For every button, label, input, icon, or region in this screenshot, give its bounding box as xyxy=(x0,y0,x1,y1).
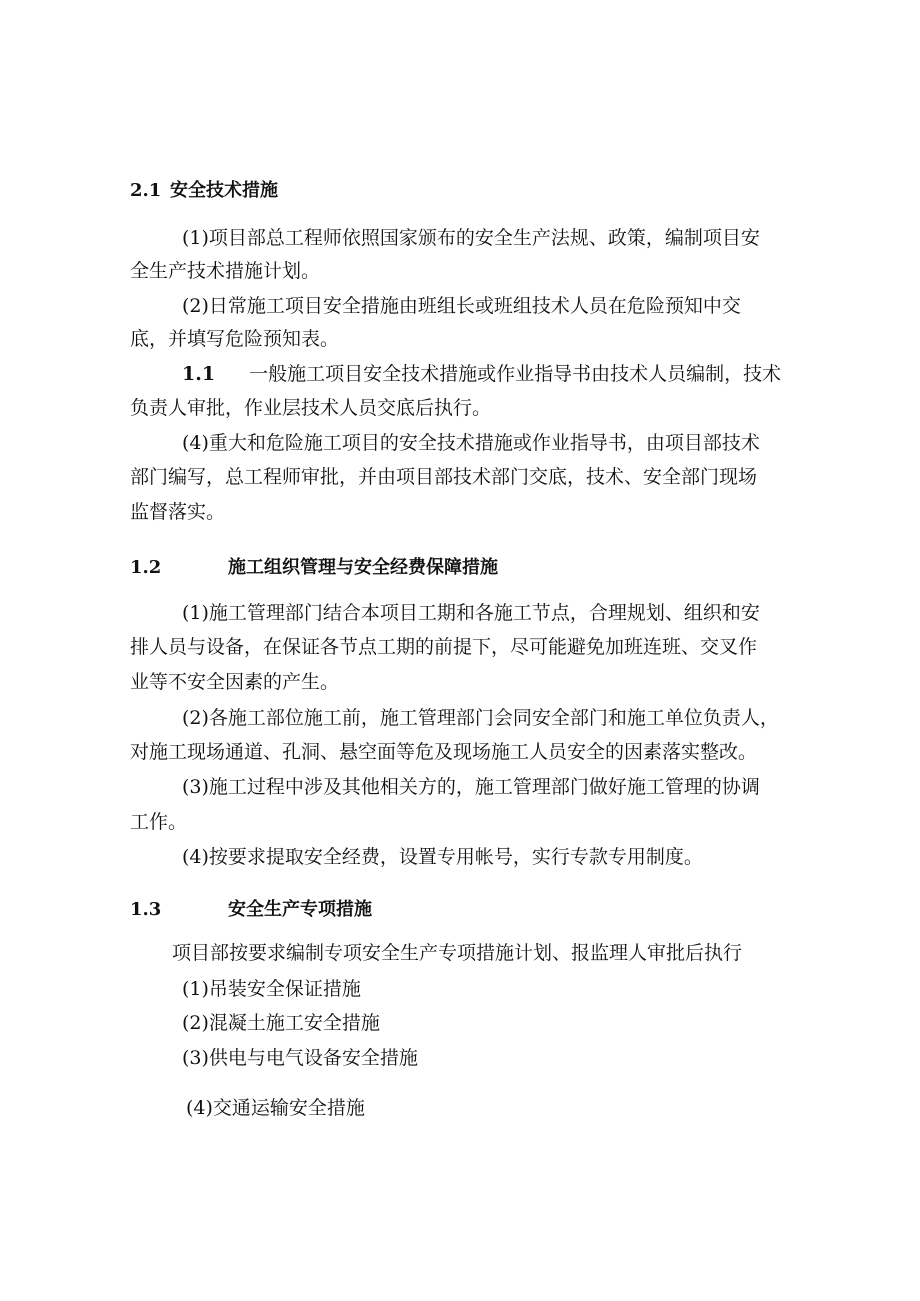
section-title: 施工组织管理与安全经费保障措施 xyxy=(228,557,498,578)
paragraph-line: 负责人审批，作业层技术人员交底后执行。 xyxy=(130,397,492,419)
paragraph-line: 对施工现场通道、孔洞、悬空面等危及现场施工人员安全的因素落实整改。 xyxy=(130,741,758,763)
list-item: (2)混凝土施工安全措施 xyxy=(182,1012,380,1034)
section-number: 2.1 xyxy=(130,180,162,201)
paragraph-line: 底，并填写危险预知表。 xyxy=(130,328,340,350)
paragraph-line: 监督落实。 xyxy=(130,501,226,523)
paragraph-line: 排人员与设备，在保证各节点工期的前提下，尽可能避免加班连班、交叉作 xyxy=(130,636,758,658)
paragraph-line: (3)施工过程中涉及其他相关方的，施工管理部门做好施工管理的协调 xyxy=(182,776,760,798)
list-item: (3)供电与电气设备安全措施 xyxy=(182,1047,418,1069)
paragraph-line: 部门编写，总工程师审批，并由项目部技术部门交底，技术、安全部门现场 xyxy=(130,466,758,488)
paragraph-line: (2)各施工部位施工前，施工管理部门会同安全部门和施工单位负责人， xyxy=(182,707,779,729)
section-title: 安全技术措施 xyxy=(170,180,278,201)
section-title: 安全生产专项措施 xyxy=(228,899,372,920)
list-item: (4)交通运输安全措施 xyxy=(186,1097,365,1119)
paragraph-line xyxy=(182,362,781,386)
paragraph-line: 工作。 xyxy=(130,811,188,833)
section-number: 1.3 xyxy=(130,899,162,920)
inline-item-text: 一般施工项目安全技术措施或作业指导书由技术人员编制，技术 xyxy=(249,363,782,385)
paragraph-line: 业等不安全因素的产生。 xyxy=(130,671,340,693)
paragraph-line: (2)日常施工项目安全措施由班组长或班组技术人员在危险预知中交 xyxy=(182,295,741,317)
section-number: 1.2 xyxy=(130,557,162,578)
paragraph-line: (4)重大和危险施工项目的安全技术措施或作业指导书，由项目部技术 xyxy=(182,432,760,454)
paragraph-line: 全生产技术措施计划。 xyxy=(130,260,321,282)
paragraph-line: 项目部按要求编制专项安全生产专项措施计划、报监理人审批后执行 xyxy=(172,942,743,964)
paragraph-line: (4)按要求提取安全经费，设置专用帐号，实行专款专用制度。 xyxy=(182,846,703,868)
paragraph-line: (1)施工管理部门结合本项目工期和各施工节点，合理规划、组织和安 xyxy=(182,602,760,624)
list-item: (1)吊装安全保证措施 xyxy=(182,978,361,1000)
paragraph-line: (1)项目部总工程师依照国家颁布的安全生产法规、政策，编制项目安 xyxy=(182,227,760,249)
inline-item-number: 1.1 xyxy=(182,363,216,385)
